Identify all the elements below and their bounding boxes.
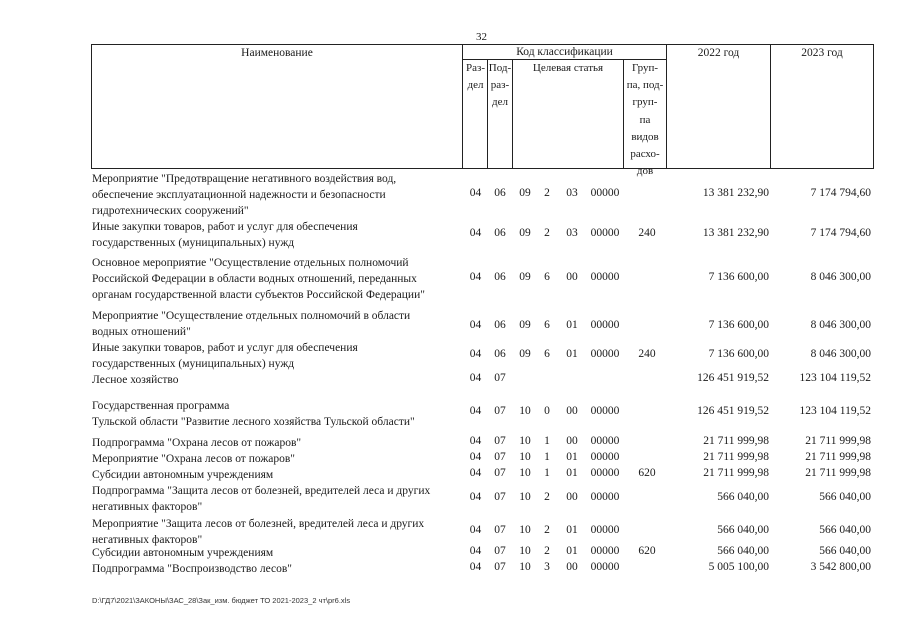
cell-y2022: 13 381 232,90 xyxy=(702,187,769,199)
cell-t4: 00000 xyxy=(590,561,620,573)
row-name-line: Иные закупки товаров, работ и услуг для обеспечения xyxy=(92,342,358,354)
col-target-header: Целевая статья xyxy=(532,62,604,74)
row-name-line: Основное мероприятие "Осуществление отдельных полномочий xyxy=(92,257,409,269)
cell-razdel: 04 xyxy=(469,187,482,199)
cell-t1: 09 xyxy=(519,319,531,331)
cell-razdel: 04 xyxy=(469,372,482,384)
cell-razdel: 04 xyxy=(469,271,482,283)
cell-t3: 00 xyxy=(566,561,578,573)
row-name-line: государственных (муниципальных) нужд xyxy=(92,237,295,250)
cell-t1: 10 xyxy=(519,405,531,417)
cell-t2: 1 xyxy=(544,451,550,463)
row-name-line: негативных факторов" xyxy=(92,534,203,547)
cell-t1: 09 xyxy=(519,271,531,283)
row-name xyxy=(92,340,462,372)
cell-t1: 10 xyxy=(519,467,531,479)
col-name-header: Наименование xyxy=(241,47,313,59)
col-2023-header: 2023 год xyxy=(801,47,843,59)
cell-y2023: 566 040,00 xyxy=(819,491,871,503)
cell-y2023: 21 711 999,98 xyxy=(805,467,871,479)
cell-y2023: 566 040,00 xyxy=(819,524,871,536)
cell-podrazdel: 07 xyxy=(494,405,506,417)
cell-t1: 10 xyxy=(519,524,531,536)
cell-t2: 2 xyxy=(544,524,550,536)
cell-podrazdel: 06 xyxy=(494,227,506,239)
cell-t3: 03 xyxy=(566,227,578,239)
file-path-footer: D:\ГД7\2021\ЗАКОНЫ\ЗАС_28\Зак_изм. бюджет ТО 2021-2023_2 чт\pr6.xls xyxy=(92,596,351,605)
cell-t2: 2 xyxy=(544,491,550,503)
col-2022-header: 2022 год xyxy=(697,47,740,59)
cell-razdel: 04 xyxy=(469,319,482,331)
cell-t4: 00000 xyxy=(590,187,620,199)
cell-t3: 01 xyxy=(566,319,578,331)
cell-y2022: 21 711 999,98 xyxy=(703,451,769,463)
cell-t1: 10 xyxy=(519,435,531,447)
cell-y2023: 7 174 794,60 xyxy=(810,187,871,199)
row-name-line: Мероприятие "Осуществление отдельных полномочий в области xyxy=(92,310,411,322)
cell-t1: 09 xyxy=(519,348,531,360)
cell-t2: 2 xyxy=(544,545,550,557)
col-group-header xyxy=(624,60,666,180)
cell-t2: 6 xyxy=(544,348,550,360)
row-name-line: негативных факторов" xyxy=(92,501,203,514)
cell-y2022: 566 040,00 xyxy=(717,545,769,557)
cell-t3: 01 xyxy=(566,451,578,463)
header-text-line: дов xyxy=(636,165,654,178)
cell-podrazdel: 07 xyxy=(494,451,506,463)
cell-t3: 01 xyxy=(566,524,578,536)
cell-podrazdel: 07 xyxy=(494,491,506,503)
cell-t3: 01 xyxy=(566,545,578,557)
cell-t1: 09 xyxy=(519,227,531,239)
cell-group: 240 xyxy=(638,348,656,360)
row-name xyxy=(92,435,462,451)
row-name-line: Иные закупки товаров, работ и услуг для обеспечения xyxy=(92,221,358,233)
cell-group: 620 xyxy=(638,467,656,479)
row-name-line: Российской Федерации в области водных отношений, переданных xyxy=(92,273,417,286)
row-name xyxy=(92,545,462,561)
cell-y2022: 566 040,00 xyxy=(717,491,769,503)
cell-razdel: 04 xyxy=(469,491,482,503)
cell-podrazdel: 06 xyxy=(494,348,506,360)
cell-y2022: 566 040,00 xyxy=(717,524,769,536)
cell-razdel: 04 xyxy=(469,405,482,417)
cell-t2: 3 xyxy=(544,561,550,573)
cell-t3: 00 xyxy=(566,435,578,447)
row-name xyxy=(92,308,462,340)
cell-t3: 03 xyxy=(566,187,578,199)
cell-razdel: 04 xyxy=(469,348,482,360)
cell-t4: 00000 xyxy=(590,319,620,331)
col-razdel-header xyxy=(463,60,488,94)
row-name-line: Подпрограмма "Охрана лесов от пожаров" xyxy=(92,437,302,449)
row-name-line: Мероприятие "Защита лесов от болезней, вредителей леса и других xyxy=(92,518,425,530)
row-name-line: Лесное хозяйство xyxy=(92,374,179,386)
cell-t1: 09 xyxy=(519,187,531,199)
header-text-line: видов xyxy=(631,130,659,143)
cell-razdel: 04 xyxy=(469,227,482,239)
row-name xyxy=(92,483,462,515)
row-name-line: Субсидии автономным учреждениям xyxy=(92,547,274,559)
cell-podrazdel: 07 xyxy=(494,435,506,447)
header-grid xyxy=(0,0,905,170)
cell-y2022: 126 451 919,52 xyxy=(697,405,769,417)
cell-t1: 10 xyxy=(519,561,531,573)
cell-group: 620 xyxy=(638,545,656,557)
cell-y2023: 21 711 999,98 xyxy=(805,451,871,463)
row-name xyxy=(92,451,462,467)
cell-podrazdel: 06 xyxy=(494,187,506,199)
row-name-line: Мероприятие "Охрана лесов от пожаров" xyxy=(92,453,296,465)
row-name-line: Подпрограмма "Защита лесов от болезней, вредителей леса и других xyxy=(92,485,431,497)
row-name-line: Государственная программа xyxy=(92,400,230,412)
cell-y2023: 8 046 300,00 xyxy=(810,319,871,331)
header-text-line: Под- xyxy=(488,62,512,74)
cell-t3: 01 xyxy=(566,348,578,360)
cell-y2023: 3 542 800,00 xyxy=(810,561,871,573)
row-name xyxy=(92,171,462,220)
cell-t2: 1 xyxy=(544,467,550,479)
cell-y2023: 8 046 300,00 xyxy=(810,271,871,283)
cell-t4: 00000 xyxy=(590,524,620,536)
cell-y2022: 126 451 919,52 xyxy=(697,372,769,384)
row-name-line: Мероприятие "Предотвращение негативного воздействия вод, xyxy=(92,173,397,185)
cell-y2022: 5 005 100,00 xyxy=(708,561,769,573)
row-name xyxy=(92,255,462,304)
cell-razdel: 04 xyxy=(469,561,482,573)
cell-t4: 00000 xyxy=(590,435,620,447)
cell-t4: 00000 xyxy=(590,227,620,239)
header-text-line: расхо- xyxy=(630,148,660,161)
cell-y2023: 8 046 300,00 xyxy=(810,348,871,360)
col-classification-header: Код классификации xyxy=(516,46,613,58)
cell-t4: 00000 xyxy=(590,405,620,417)
header-text-line: дел xyxy=(467,79,484,92)
cell-y2023: 123 104 119,52 xyxy=(799,405,871,417)
cell-y2023: 123 104 119,52 xyxy=(799,372,871,384)
header-text-line: па, под- xyxy=(626,79,664,92)
cell-razdel: 04 xyxy=(469,435,482,447)
cell-y2022: 7 136 600,00 xyxy=(708,319,769,331)
cell-razdel: 04 xyxy=(469,545,482,557)
cell-t1: 10 xyxy=(519,545,531,557)
header-text-line: груп- xyxy=(632,96,658,109)
row-name-line: гидротехнических сооружений" xyxy=(92,205,249,218)
cell-t4: 00000 xyxy=(590,491,620,503)
row-name-line: государственных (муниципальных) нужд xyxy=(92,358,295,371)
row-name xyxy=(92,561,462,577)
cell-y2022: 21 711 999,98 xyxy=(703,467,769,479)
cell-y2023: 7 174 794,60 xyxy=(810,227,871,239)
row-name-line: Субсидии автономным учреждениям xyxy=(92,469,274,481)
row-name-line: органам государственной власти субъектов Российской Федерации" xyxy=(92,289,425,302)
header-text-line: Раз- xyxy=(465,62,485,74)
cell-t2: 6 xyxy=(544,319,550,331)
cell-razdel: 04 xyxy=(469,451,482,463)
cell-t4: 00000 xyxy=(590,451,620,463)
cell-podrazdel: 06 xyxy=(494,271,506,283)
page-number: 32 xyxy=(476,31,487,43)
cell-y2022: 7 136 600,00 xyxy=(708,271,769,283)
row-name-line: обеспечение эксплуатационной надежности и безопасности xyxy=(92,189,386,202)
cell-t2: 2 xyxy=(544,227,550,239)
cell-t4: 00000 xyxy=(590,545,620,557)
cell-t3: 01 xyxy=(566,467,578,479)
cell-t4: 00000 xyxy=(590,467,620,479)
cell-razdel: 04 xyxy=(469,467,482,479)
cell-t2: 6 xyxy=(544,271,550,283)
row-name xyxy=(92,516,462,548)
row-name xyxy=(92,398,462,430)
cell-t2: 2 xyxy=(544,187,550,199)
cell-y2022: 7 136 600,00 xyxy=(708,348,769,360)
cell-y2023: 566 040,00 xyxy=(819,545,871,557)
cell-group: 240 xyxy=(638,227,656,239)
cell-t3: 00 xyxy=(566,271,578,283)
row-name xyxy=(92,372,462,388)
row-name-line: Подпрограмма "Воспроизводство лесов" xyxy=(92,563,292,575)
cell-podrazdel: 07 xyxy=(494,372,506,384)
cell-t2: 1 xyxy=(544,435,550,447)
cell-t1: 10 xyxy=(519,451,531,463)
cell-razdel: 04 xyxy=(469,524,482,536)
cell-t3: 00 xyxy=(566,491,578,503)
row-name-line: Тульской области "Развитие лесного хозяйства Тульской области" xyxy=(92,416,415,429)
header-text-line: Груп- xyxy=(631,62,659,74)
col-podrazdel-header xyxy=(488,60,512,112)
cell-podrazdel: 07 xyxy=(494,561,506,573)
cell-podrazdel: 07 xyxy=(494,467,506,479)
cell-podrazdel: 06 xyxy=(494,319,506,331)
cell-t4: 00000 xyxy=(590,271,620,283)
cell-t4: 00000 xyxy=(590,348,620,360)
header-text-line: дел xyxy=(492,96,508,109)
cell-y2023: 21 711 999,98 xyxy=(805,435,871,447)
cell-y2022: 13 381 232,90 xyxy=(702,227,769,239)
cell-podrazdel: 07 xyxy=(494,524,506,536)
row-name-line: водных отношений" xyxy=(92,326,191,339)
header-text-line: па xyxy=(639,113,651,126)
row-name xyxy=(92,219,462,251)
cell-t3: 00 xyxy=(566,405,578,417)
header-text-line: раз- xyxy=(490,79,510,92)
cell-t1: 10 xyxy=(519,491,531,503)
cell-t2: 0 xyxy=(544,405,550,417)
row-name xyxy=(92,467,462,483)
cell-y2022: 21 711 999,98 xyxy=(703,435,769,447)
cell-podrazdel: 07 xyxy=(494,545,506,557)
